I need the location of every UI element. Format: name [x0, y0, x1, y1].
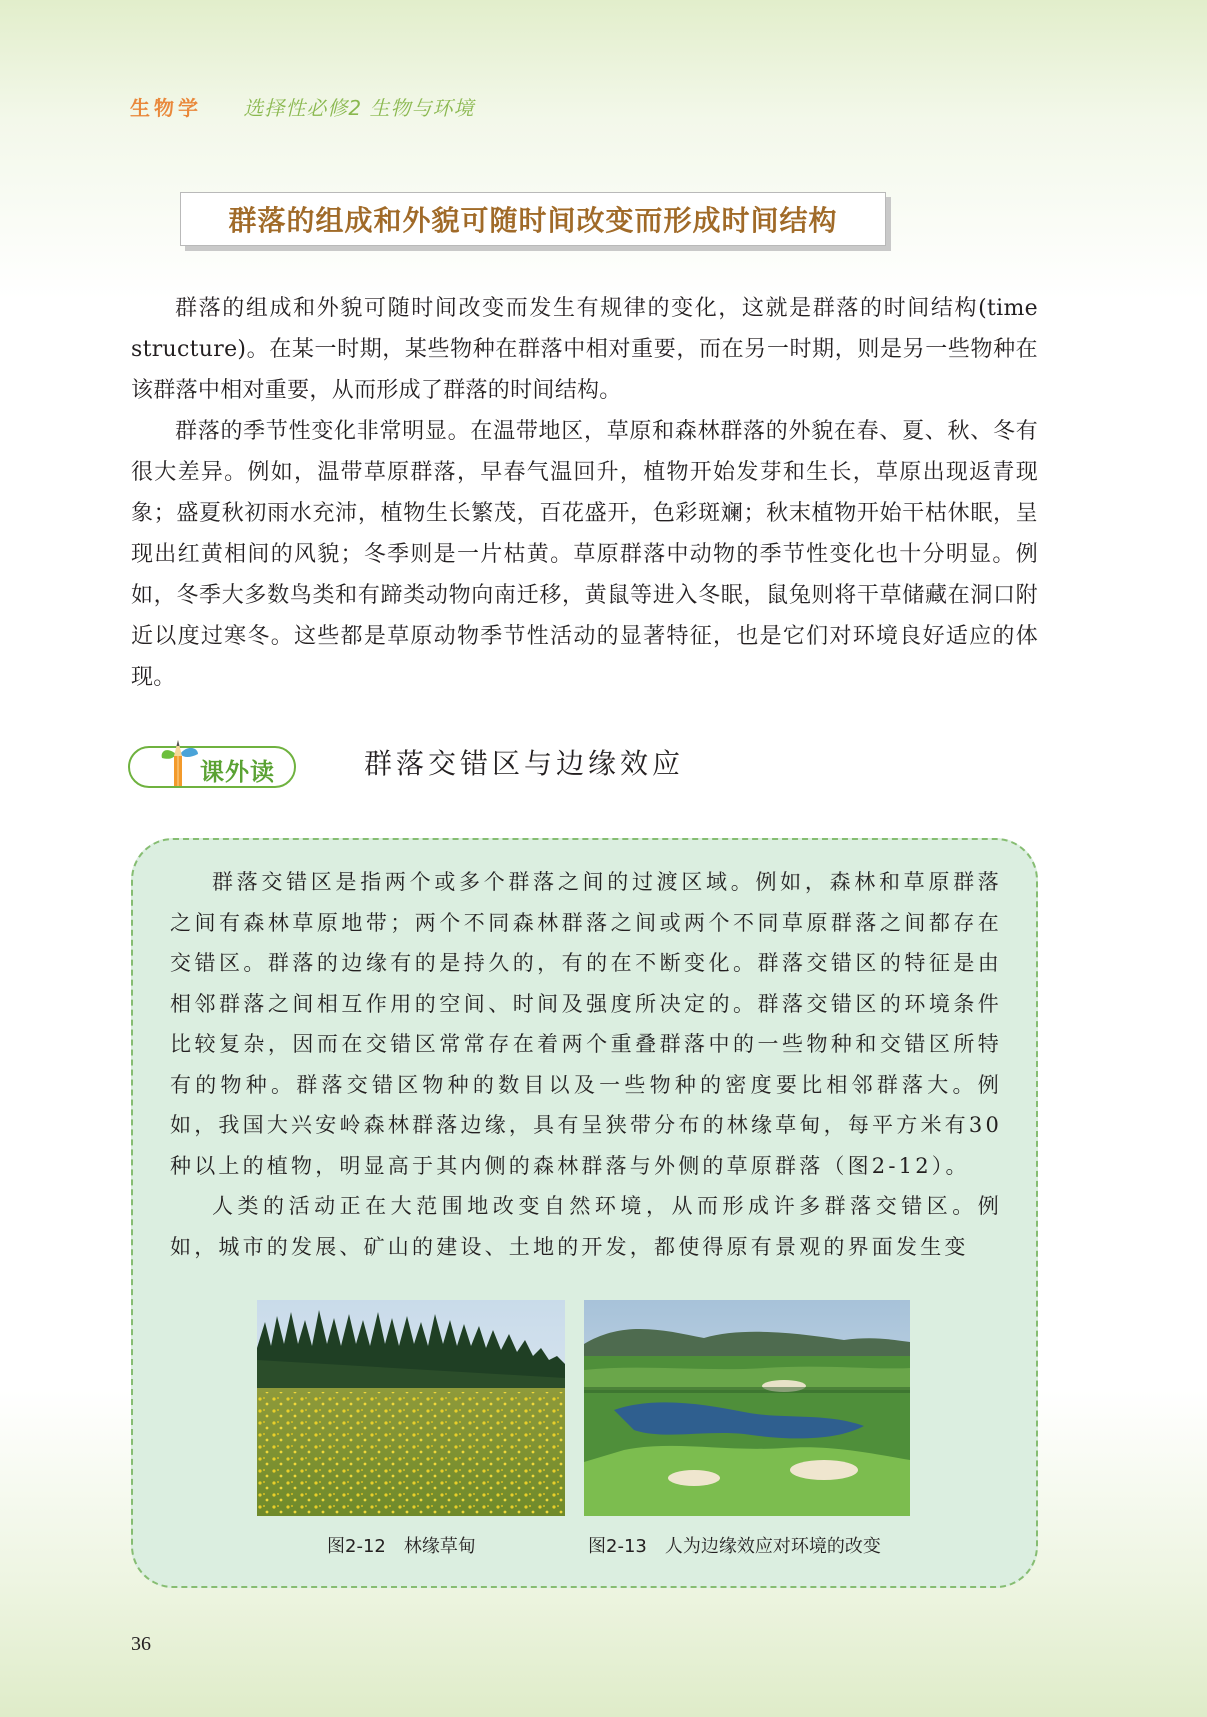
- pencil-sprout-icon: [158, 732, 202, 792]
- extra-reading-badge-label: 课外读: [200, 758, 275, 786]
- header-subject: 生物学: [130, 96, 202, 120]
- reading-paragraph: 人类的活动正在大范围地改变自然环境，从而形成许多群落交错区。例如，城市的发展、矿山的建设、土地的开发，都使得原有景观的界面发生变: [170, 1194, 1002, 1259]
- extra-reading-badge: [128, 732, 296, 792]
- figure-forest-meadow: [257, 1300, 565, 1516]
- figure-caption: 图2-12 林缘草甸: [327, 1536, 476, 1557]
- extra-reading-box: [131, 838, 1038, 1588]
- body-paragraph: 群落的组成和外貌可随时间改变而发生有规律的变化，这就是群落的时间结构(time structure)。在某一时期，某些物种在群落中相对重要，而在另一时期，则是另一些物种在该群落中相对重要，从而形成了群落的时间结构。: [131, 296, 1038, 403]
- extra-reading-banner: [128, 730, 684, 794]
- section-title: 群落的组成和外貌可随时间改变而形成时间结构: [228, 204, 838, 237]
- page-number: 36: [131, 1633, 151, 1655]
- running-header: [130, 92, 474, 121]
- section-body: [131, 288, 1038, 698]
- body-paragraph: 群落的季节性变化非常明显。在温带地区，草原和森林群落的外貌在春、夏、秋、冬有很大差异。例如，温带草原群落，早春气温回升，植物开始发芽和生长，草原出现返青现象；盛夏秋初雨水充沛，植物生长繁茂，百花盛开，色彩斑斓；秋末植物开始干枯休眠，呈现出红黄相间的风貌；冬季则是一片枯黄。草原群落中动物的季节性变化也十分明显。例如，冬季大多数鸟类和有蹄类动物向南迁移，黄鼠等进入冬眠，鼠兔则将干草储藏在洞口附近以度过寒冬。这些都是草原动物季节性活动的显著特征，也是它们对环境良好适应的体现。: [131, 419, 1038, 690]
- golf-landscape-image: [584, 1300, 910, 1516]
- figure-caption: 图2-13 人为边缘效应对环境的改变: [588, 1536, 881, 1557]
- extra-reading-text: [170, 862, 1002, 1267]
- header-course: 选择性必修2 生物与环境: [243, 96, 475, 120]
- section-title-box: [180, 192, 886, 246]
- forest-meadow-image: [257, 1300, 565, 1516]
- reading-paragraph: 群落交错区是指两个或多个群落之间的过渡区域。例如，森林和草原群落之间有森林草原地带；两个不同森林群落之间或两个不同草原群落之间都存在交错区。群落的边缘有的是持久的，有的在不断变化。群落交错区的特征是由相邻群落之间相互作用的空间、时间及强度所决定的。群落交错区的环境条件比较复杂，因而在交错区常常存在着两个重叠群落中的一些物种和交错区所特有的物种。群落交错区物种的数目以及一些物种的密度要比相邻群落大。例如，我国大兴安岭森林群落边缘，具有呈狭带分布的林缘草甸，每平方米有30种以上的植物，明显高于其内侧的森林群落与外侧的草原群落（图2-12）。: [170, 870, 1002, 1178]
- extra-reading-title: 群落交错区与边缘效应: [364, 747, 685, 780]
- figure-golf-landscape: [584, 1300, 910, 1516]
